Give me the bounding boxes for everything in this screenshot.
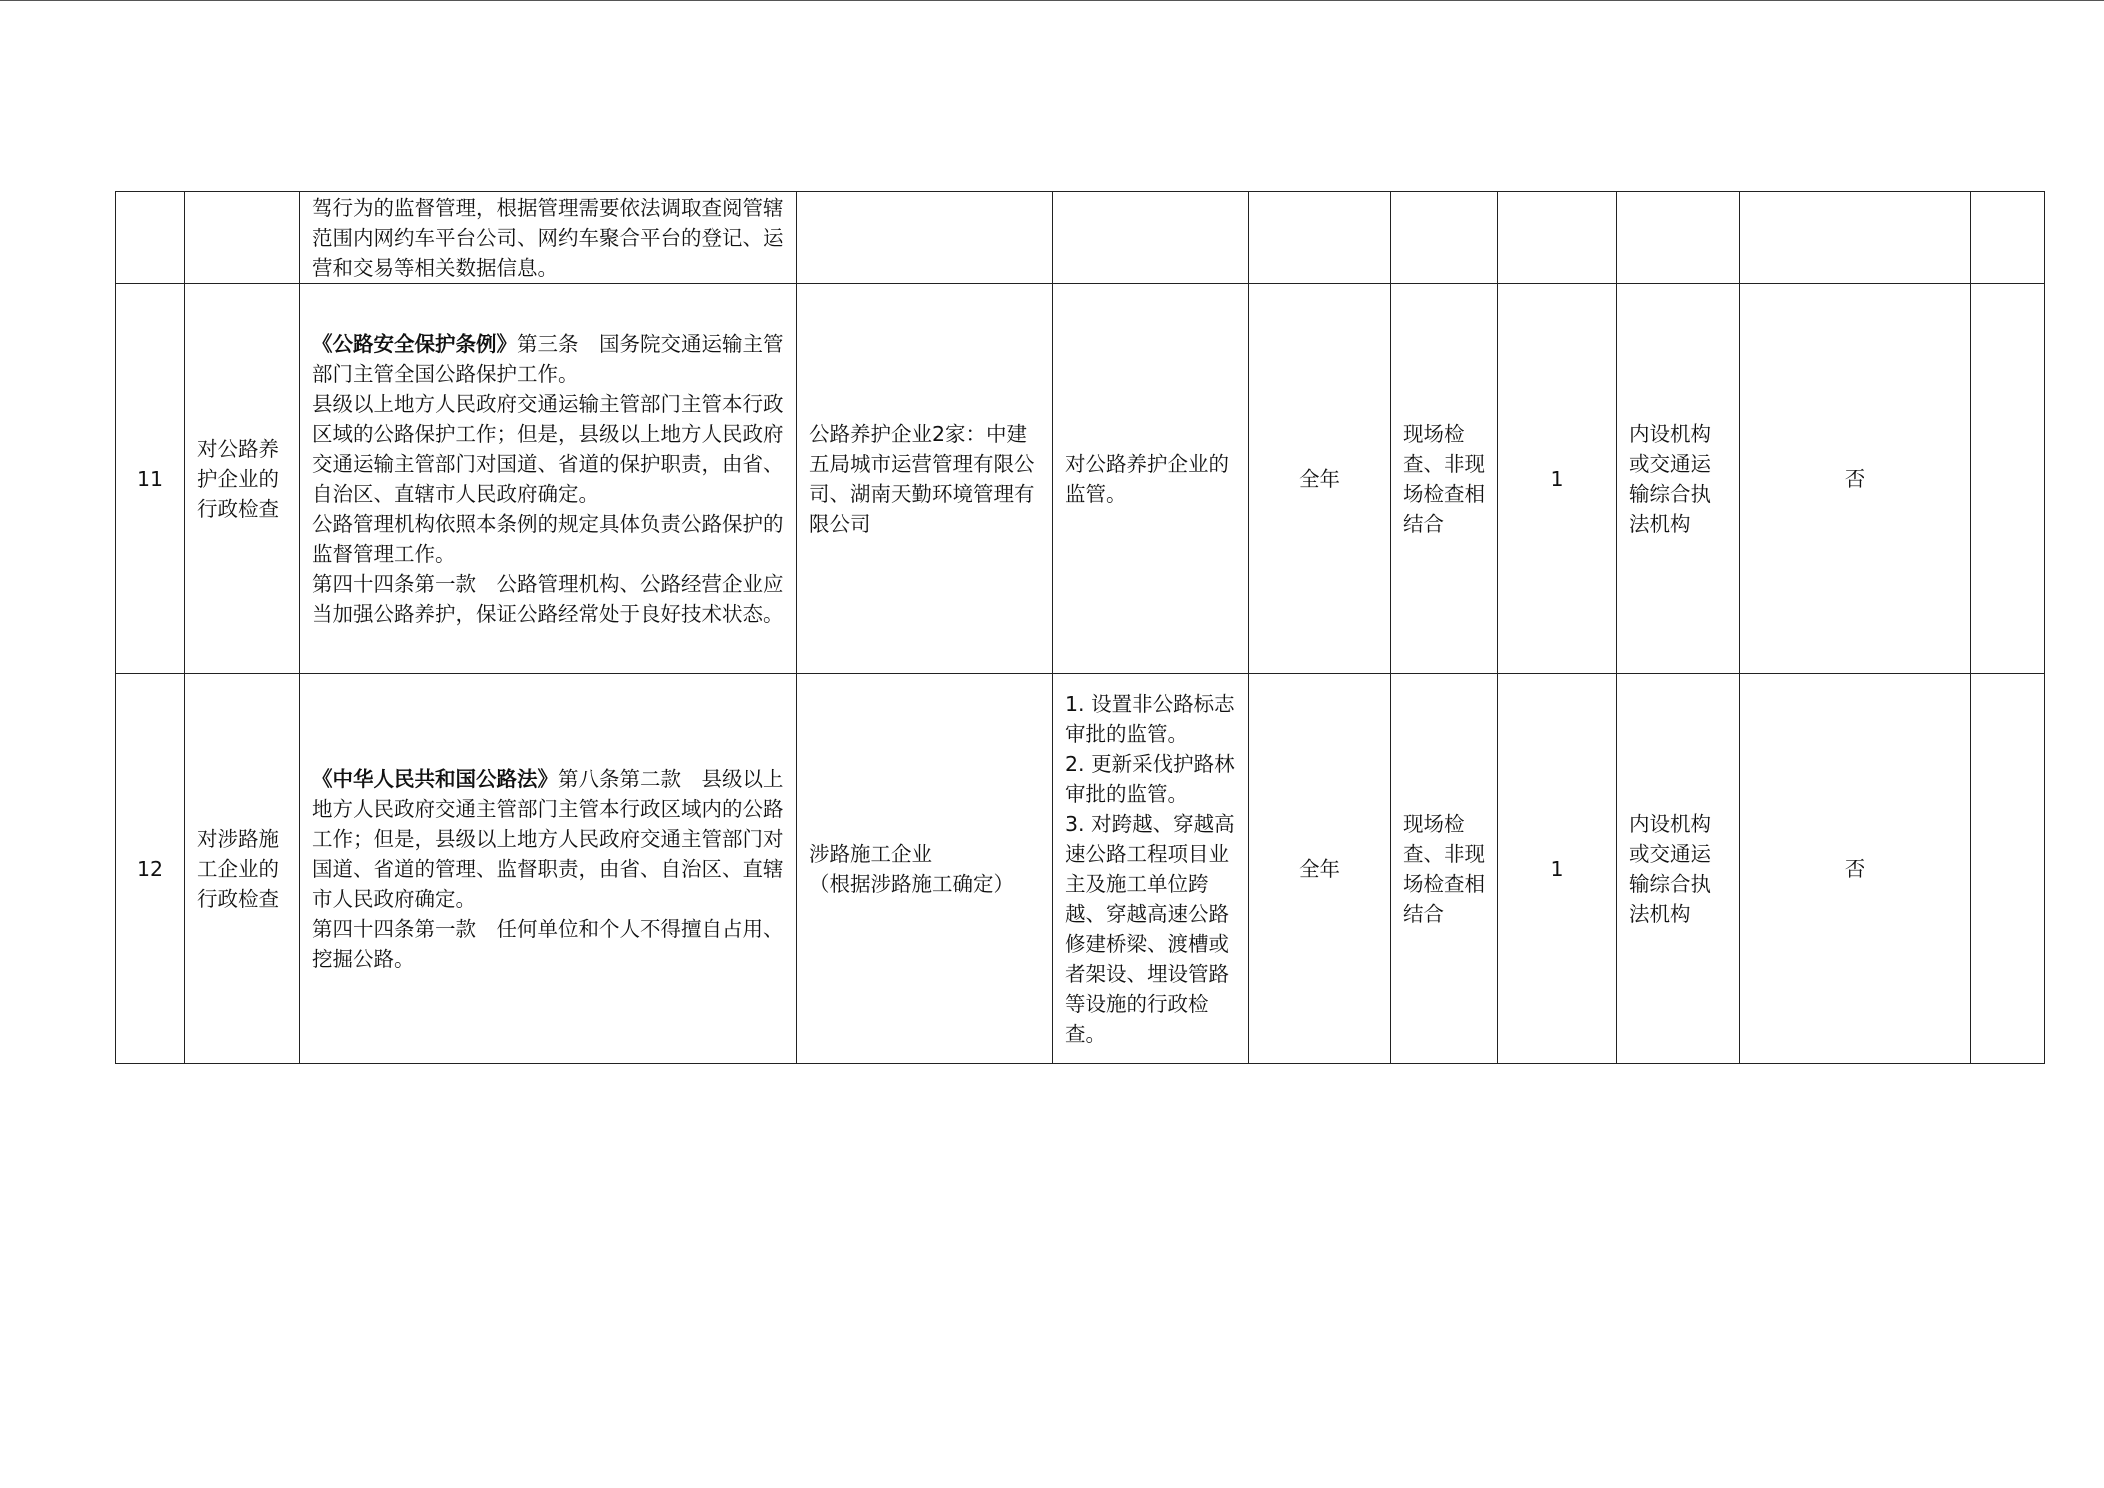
content-item: 2. 更新采伐护路林审批的监管。 [1065,751,1235,806]
cell-count [1498,192,1617,284]
cell-method: 现场检查、非现场检查相结合 [1391,284,1498,674]
cell-object: 公路养护企业2家：中建五局城市运营管理有限公司、湖南天勤环境管理有限公司 [797,284,1053,674]
cell-item: 对公路养护企业的行政检查 [185,284,300,674]
cell-basis [300,674,797,1064]
content-item: 3. 对跨越、穿越高速公路工程项目业主及施工单位跨越、穿越高速公路修建桥梁、渡槽或者架设、埋设管路等设施的行政检查。 [1065,811,1235,1046]
table-row [116,284,2045,674]
cell-remark [1971,674,2045,1064]
cell-joint [1740,192,1971,284]
cell-subject: 内设机构或交通运输综合执法机构 [1617,674,1740,1064]
cell-no: 12 [116,674,185,1064]
basis-paragraph [312,329,784,389]
basis-paragraph: 第四十四条第一款 公路管理机构、公路经营企业应当加强公路养护，保证公路经常处于良好技术状态。 [312,571,784,626]
basis-paragraph: 第四十四条第一款 任何单位和个人不得擅自占用、挖掘公路。 [312,916,784,971]
law-title: 《中华人民共和国公路法》 [312,766,558,791]
cell-frequency: 全年 [1249,674,1391,1064]
cell-count: 1 [1498,284,1617,674]
cell-count: 1 [1498,674,1617,1064]
basis-paragraph: 县级以上地方人民政府交通运输主管部门主管本行政区域的公路保护工作；但是，县级以上地方人民政府交通运输主管部门对国道、省道的保护职责，由省、自治区、直辖市人民政府确定。 [312,391,784,506]
cell-content [1053,674,1249,1064]
law-text: 第八条第二款 县级以上地方人民政府交通主管部门主管本行政区域内的公路工作；但是，县级以上地方人民政府交通主管部门对国道、省道的管理、监督职责，由省、自治区、直辖市人民政府确定。 [312,766,784,911]
cell-method [1391,192,1498,284]
law-text: 第三条 国务院交通运输主管部门主管全国公路保护工作。 [312,331,784,386]
cell-method: 现场检查、非现场检查相结合 [1391,674,1498,1064]
cell-content [1053,192,1249,284]
cell-content: 对公路养护企业的监管。 [1053,284,1249,674]
cell-item: 对涉路施工企业的行政检查 [185,674,300,1064]
basis-paragraph [312,764,784,914]
cell-remark [1971,284,2045,674]
table-row [116,674,2045,1064]
table-row-continuation [116,192,2045,284]
law-title: 《公路安全保护条例》 [312,331,517,356]
cell-subject: 内设机构或交通运输综合执法机构 [1617,284,1740,674]
basis-paragraph: 公路管理机构依照本条例的规定具体负责公路保护的监督管理工作。 [312,511,784,566]
cell-no [116,192,185,284]
content-item: 1. 设置非公路标志审批的监管。 [1065,691,1235,746]
cell-joint: 否 [1740,284,1971,674]
object-line: （根据涉路施工确定） [809,871,1014,896]
cell-basis: 驾行为的监督管理，根据管理需要依法调取查阅管辖范围内网约车平台公司、网约车聚合平台的登记、运营和交易等相关数据信息。 [300,192,797,284]
cell-remark [1971,192,2045,284]
cell-item [185,192,300,284]
page-top-border [0,0,2104,1]
cell-frequency: 全年 [1249,284,1391,674]
object-line: 涉路施工企业 [809,841,932,866]
cell-subject [1617,192,1740,284]
inspection-table [115,191,2045,1064]
cell-no: 11 [116,284,185,674]
cell-basis [300,284,797,674]
cell-frequency [1249,192,1391,284]
cell-object [797,674,1053,1064]
cell-joint: 否 [1740,674,1971,1064]
cell-object [797,192,1053,284]
